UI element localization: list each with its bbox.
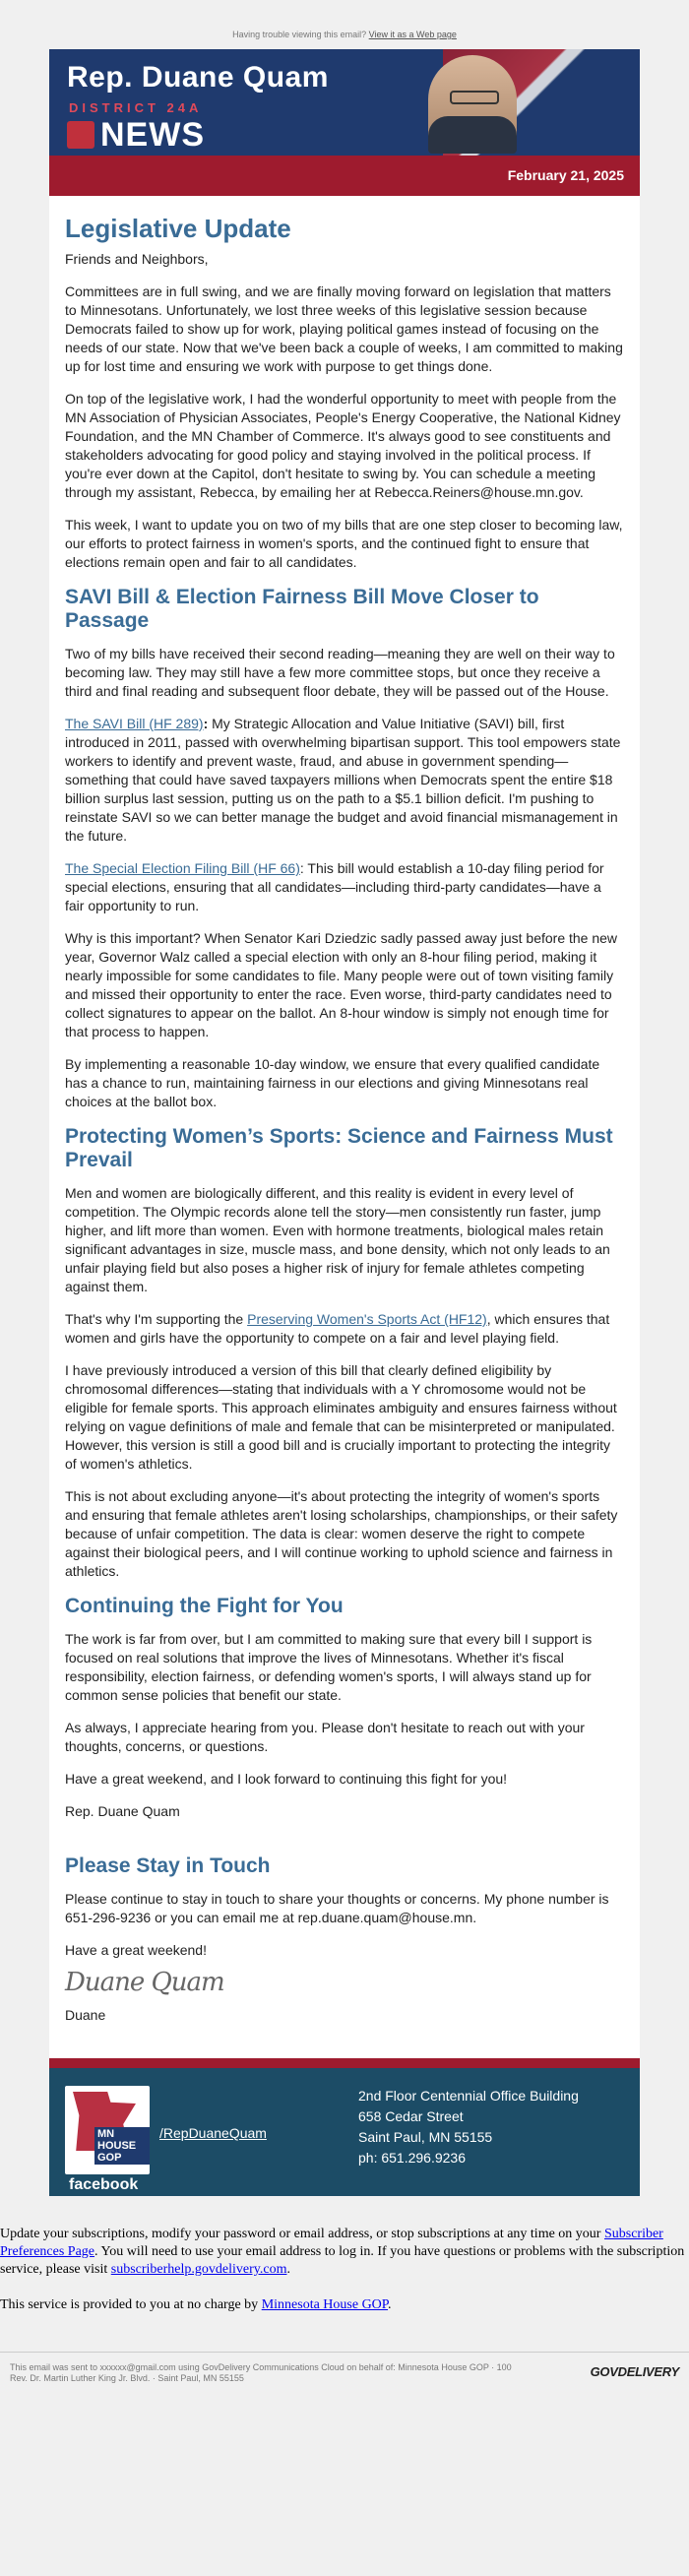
subscriber-preferences-link[interactable]: Subscriber Preferences Page <box>0 2227 663 2259</box>
paragraph: As always, I appreciate hearing from you. Please don't hesitate to reach out with your thoughts, concerns, or questions. <box>65 1720 585 1754</box>
govdelivery-logo[interactable]: GOVDELIVERY <box>590 2364 679 2379</box>
paragraph: This week, I want to update you on two of my bills that are one step closer to becoming law, our efforts to protect fairness in women's sports, and the continued fight to ensure that elections remain open and fair to all candidates. <box>65 517 623 570</box>
special-election-bill-link[interactable]: The Special Election Filing Bill (HF 66) <box>65 860 300 876</box>
preheader-text: Having trouble viewing this email? <box>232 30 367 39</box>
paragraph: On top of the legislative work, I had the wonderful opportunity to meet with people from the MN Association of Physician Associates, People's Energy Cooperative, the National Kidney Foundation, and the MN Chamber of Commerce. It's always good to see constituents and stakeholders advocating for good policy and staying involved in the political process. If you're ever down at the Capitol, don't hesitate to swing by. You can schedule a meeting through my assistant, Rebecca, by emailing her at Rebecca.Reiners@house.mn.gov. <box>65 391 621 500</box>
greeting: Friends and Neighbors, <box>65 251 209 267</box>
paragraph: Have a great weekend! <box>65 1942 207 1958</box>
newsletter-body <box>49 196 640 2058</box>
subscription-notice <box>0 2196 689 2314</box>
portrait-image <box>428 55 517 154</box>
minnesota-house-gop-link[interactable]: Minnesota House GOP <box>261 2297 389 2312</box>
paragraph-savi: The SAVI Bill (HF 289): My Strategic Allocation and Value Initiative (SAVI) bill, first introduced in 2011, passed with overwhelming bipartisan support. This tool empowers state workers to identify and prevent waste, fraud, and abuse in government spending—something that could have saved taxpayers millions when Democrats spent the entire $18 billion surplus last session, putting us on the path to a $5.1 billion deficit. I'm pushing to reinstate SAVI so we can better manage the budget and avoid financial mismanagement in the future. <box>65 716 621 844</box>
facebook-label[interactable]: facebook <box>69 2176 139 2193</box>
web-version-link[interactable]: View it as a Web page <box>368 30 457 39</box>
paragraph: I have previously introduced a version of this bill that clearly defined eligibility by chromosomal differences—stating that individuals with a Y chromosome would not be eligible for female sports. This approach eliminates ambiguity and ensures fairness without relying on vague definitions of male and female that can be misinterpreted or manipulated. However, this version is still a good bill and is crucially important to protecting the integrity of women's athletics. <box>65 1362 617 1472</box>
footer-block <box>49 2068 640 2196</box>
facebook-handle-link[interactable]: /RepDuaneQuam <box>159 2125 267 2141</box>
signature-name: Duane <box>65 2007 106 2023</box>
savi-bill-link[interactable]: The SAVI Bill (HF 289) <box>65 716 204 731</box>
mn-house-gop-logo[interactable] <box>65 2086 150 2174</box>
address-text: Rev. Dr. Martin Luther King Jr. Blvd. · Saint Paul, MN 55155 <box>10 2373 244 2383</box>
district-label: DISTRICT 24A <box>69 100 203 115</box>
paragraph: Men and women are biologically different, and this reality is evident in every level of competition. The Olympic records alone tell the story—men consistently run faster, jump higher, and lift more than women. Even with hormone treatments, biological males retain significant advantages in size, muscle mass, and bone density, which not only leads to an unfair playing field but also poses a higher risk of injury for female athletes competing against them. <box>65 1185 610 1294</box>
subscription-text: Update your subscriptions, modify your password or email address, or stop subscriptions at any time on your Subscriber Preferences Page. You will need to use your email address to log in. If you have questions or problems with the subscription service, please visit subscriberhelp.govdelivery.com. <box>0 2227 685 2277</box>
paragraph: This is not about excluding anyone—it's about protecting the integrity of women's sports and ensuring that female athletes aren't losing scholarships, championships, or their safety because of unfair competition. The data is clear: women deserve the right to compete against their biological peers, and I will continue working to uphold science and fairness in athletics. <box>65 1488 618 1579</box>
email-container <box>49 49 640 2196</box>
paragraph-hf12: That's why I'm supporting the Preserving Women's Sports Act (HF12), which ensures that women and girls have the opportunity to compete on a fair and level playing field. <box>65 1311 610 1346</box>
header-banner <box>49 49 640 156</box>
news-label: NEWS <box>67 116 205 155</box>
page-title: Legislative Update <box>65 214 291 243</box>
mn-logo-icon <box>67 121 94 149</box>
preheader <box>0 0 689 49</box>
paragraph: Committees are in full swing, and we are finally moving forward on legislation that matters to Minnesotans. Unfortunately, we lost three weeks of this legislative session because Democrats failed to show up for work, playing political games instead of focusing on the needs of our state. Now that we've been back a couple of weeks, I am committed to making up for lost time and ensuring we work with purpose to get things done. <box>65 283 623 374</box>
womens-sports-act-link[interactable]: Preserving Women's Sports Act (HF12) <box>247 1311 487 1327</box>
govdelivery-footer <box>0 2353 689 2402</box>
date-bar: February 21, 2025 <box>49 156 640 196</box>
footer-divider <box>49 2058 640 2068</box>
section-heading-savi: SAVI Bill & Election Fairness Bill Move Closer to Passage <box>65 586 539 632</box>
paragraph: Why is this important? When Senator Kari Dziedzic sadly passed away just before the new year, Governor Walz called a special election with only an 8-hour filing period, making it nearly impossible for some candidates to file. Many people were out of town visiting family and missed their opportunity to enter the race. Even worse, third-party candidates need to collect signatures to appear on the ballot. An 8-hour window is simply not enough time for that process to happen. <box>65 930 618 1039</box>
paragraph: The work is far from over, but I am committed to making sure that every bill I support is focused on real solutions that improve the lives of Minnesotans. Whether it's fiscal responsibility, election fairness, or defending women's sports, I will always stand up for common sense policies that benefit our state. <box>65 1631 593 1703</box>
paragraph-special: The Special Election Filing Bill (HF 66): This bill would establish a 10-day filing period for special elections, ensuring that all candidates—including third-party candidates—have a fair opportunity to run. <box>65 860 604 913</box>
gop-label: MN HOUSE GOP <box>94 2127 150 2165</box>
section-heading-fight: Continuing the Fight for You <box>65 1595 344 1617</box>
sign-off: Rep. Duane Quam <box>65 1803 180 1819</box>
signature-image: Duane Quam <box>65 1968 224 1997</box>
service-text: This service is provided to you at no charge by Minnesota House GOP. <box>0 2297 392 2312</box>
representative-name: Rep. Duane Quam <box>67 61 329 94</box>
section-heading-touch: Please Stay in Touch <box>65 1854 271 1877</box>
office-address: 2nd Floor Centennial Office Building 658 Cedar Street Saint Paul, MN 55155 ph: 651.296.9236 <box>358 2088 579 2166</box>
sent-to-text: This email was sent to xxxxxx@gmail.com using GovDelivery Communications Cloud on behalf of: Minnesota House GOP · 100 <box>10 2362 512 2372</box>
paragraph: Please continue to stay in touch to share your thoughts or concerns. My phone number is 651-296-9236 or you can email me at rep.duane.quam@house.mn. <box>65 1891 609 1925</box>
section-heading-sports: Protecting Women’s Sports: Science and Fairness Must Prevail <box>65 1125 613 1171</box>
subscriber-help-link[interactable]: subscriberhelp.govdelivery.com <box>110 2262 287 2277</box>
paragraph: Two of my bills have received their second reading—meaning they are well on their way to becoming law. They may still have a few more committee stops, but once they receive a third and final reading and subsequent floor debate, they will be passed out of the House. <box>65 646 615 699</box>
paragraph: By implementing a reasonable 10-day window, we ensure that every qualified candidate has a chance to run, maintaining fairness in our elections and giving Minnesotans real choices at the ballot box. <box>65 1056 600 1109</box>
paragraph: Have a great weekend, and I look forward to continuing this fight for you! <box>65 1771 508 1787</box>
